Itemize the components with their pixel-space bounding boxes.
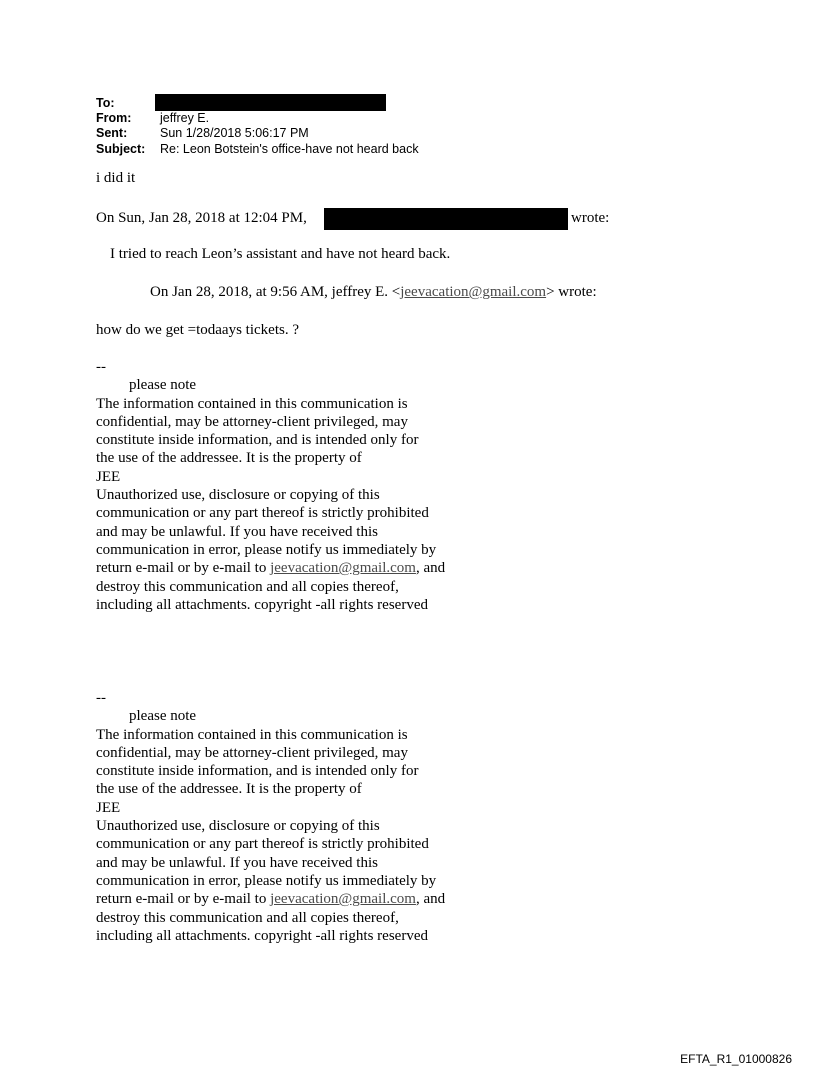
disclaimer-line: and may be unlawful. If you have received this: [96, 854, 378, 871]
disclaimer-line: The information contained in this communication is: [96, 726, 408, 743]
disclaimer-line: constitute inside information, and is intended only for: [96, 763, 419, 780]
disclaimer-separator: --: [96, 359, 106, 375]
question-text: how do we get =todaays tickets. ?: [96, 322, 299, 338]
disclaimer-line: JEE: [96, 468, 121, 485]
disclaimer-line: communication in error, please notify us immediately by: [96, 541, 437, 558]
disclaimer-note: please note: [129, 377, 197, 394]
disclaimer-line: destroy this communication and all copies thereof,: [96, 909, 399, 926]
quote2-suffix: > wrote:: [546, 284, 597, 300]
quote2-email-link[interactable]: jeevacation@gmail.com: [400, 284, 547, 300]
from-label: From:: [96, 111, 132, 125]
document-id: EFTA_R1_01000826: [680, 1052, 792, 1066]
disclaimer-2: [96, 689, 445, 945]
disclaimer-line: communication in error, please notify us immediately by: [96, 872, 437, 889]
quote1-text: I tried to reach Leon’s assistant and have not heard back.: [110, 246, 451, 262]
disclaimer-line: communication or any part thereof is strictly prohibited: [96, 836, 429, 853]
redacted-sender: [324, 208, 568, 230]
quote1-header: [96, 210, 307, 227]
disclaimer-line: Unauthorized use, disclosure or copying of this: [96, 487, 380, 504]
disclaimer-line: Unauthorized use, disclosure or copying of this: [96, 818, 380, 835]
disclaimer-note: please note: [129, 708, 197, 725]
disclaimer-email-link[interactable]: jeevacation@gmail.com: [270, 891, 416, 908]
disclaimer-line: JEE: [96, 799, 121, 816]
disclaimer-line: including all attachments. copyright -all rights reserved: [96, 596, 428, 613]
disclaimer-email-link[interactable]: jeevacation@gmail.com: [270, 560, 416, 577]
to-label: To:: [96, 96, 115, 110]
disclaimer-line: destroy this communication and all copies thereof,: [96, 578, 399, 595]
disclaimer-line: the use of the addressee. It is the property of: [96, 450, 362, 467]
subject-label: Subject:: [96, 142, 146, 156]
disclaimer-email-line: [96, 559, 445, 577]
disclaimer-line: confidential, may be attorney-client privileged, may: [96, 413, 408, 430]
subject-value: Re: Leon Botstein's office-have not heard back: [160, 142, 419, 156]
redacted-recipient: [155, 94, 386, 111]
disclaimer-line: constitute inside information, and is intended only for: [96, 432, 419, 449]
quote1-suffix: wrote:: [571, 210, 610, 226]
email-line-prefix: return e-mail or by e-mail to: [96, 891, 271, 908]
reply-text: i did it: [96, 170, 136, 186]
quote2-prefix: On Jan 28, 2018, at 9:56 AM, jeffrey E. <: [150, 284, 401, 300]
email-line-prefix: return e-mail or by e-mail to: [96, 560, 271, 577]
disclaimer-line: the use of the addressee. It is the property of: [96, 781, 362, 798]
disclaimer-1: [96, 358, 445, 614]
email-line-suffix: , and: [415, 560, 446, 577]
disclaimer-line: communication or any part thereof is strictly prohibited: [96, 505, 429, 522]
disclaimer-line: including all attachments. copyright -all rights reserved: [96, 927, 428, 944]
disclaimer-line: confidential, may be attorney-client privileged, may: [96, 744, 408, 761]
disclaimer-line: and may be unlawful. If you have received this: [96, 523, 378, 540]
sent-value: Sun 1/28/2018 5:06:17 PM: [160, 126, 309, 140]
from-value: jeffrey E.: [160, 111, 210, 125]
disclaimer-separator: --: [96, 690, 106, 706]
disclaimer-email-line: [96, 890, 445, 908]
disclaimer-line: The information contained in this communication is: [96, 395, 408, 412]
quote1-prefix: On Sun, Jan 28, 2018 at 12:04 PM,: [96, 210, 307, 226]
sent-label: Sent:: [96, 126, 128, 140]
email-line-suffix: , and: [415, 891, 446, 908]
quote2-header: [150, 284, 597, 301]
